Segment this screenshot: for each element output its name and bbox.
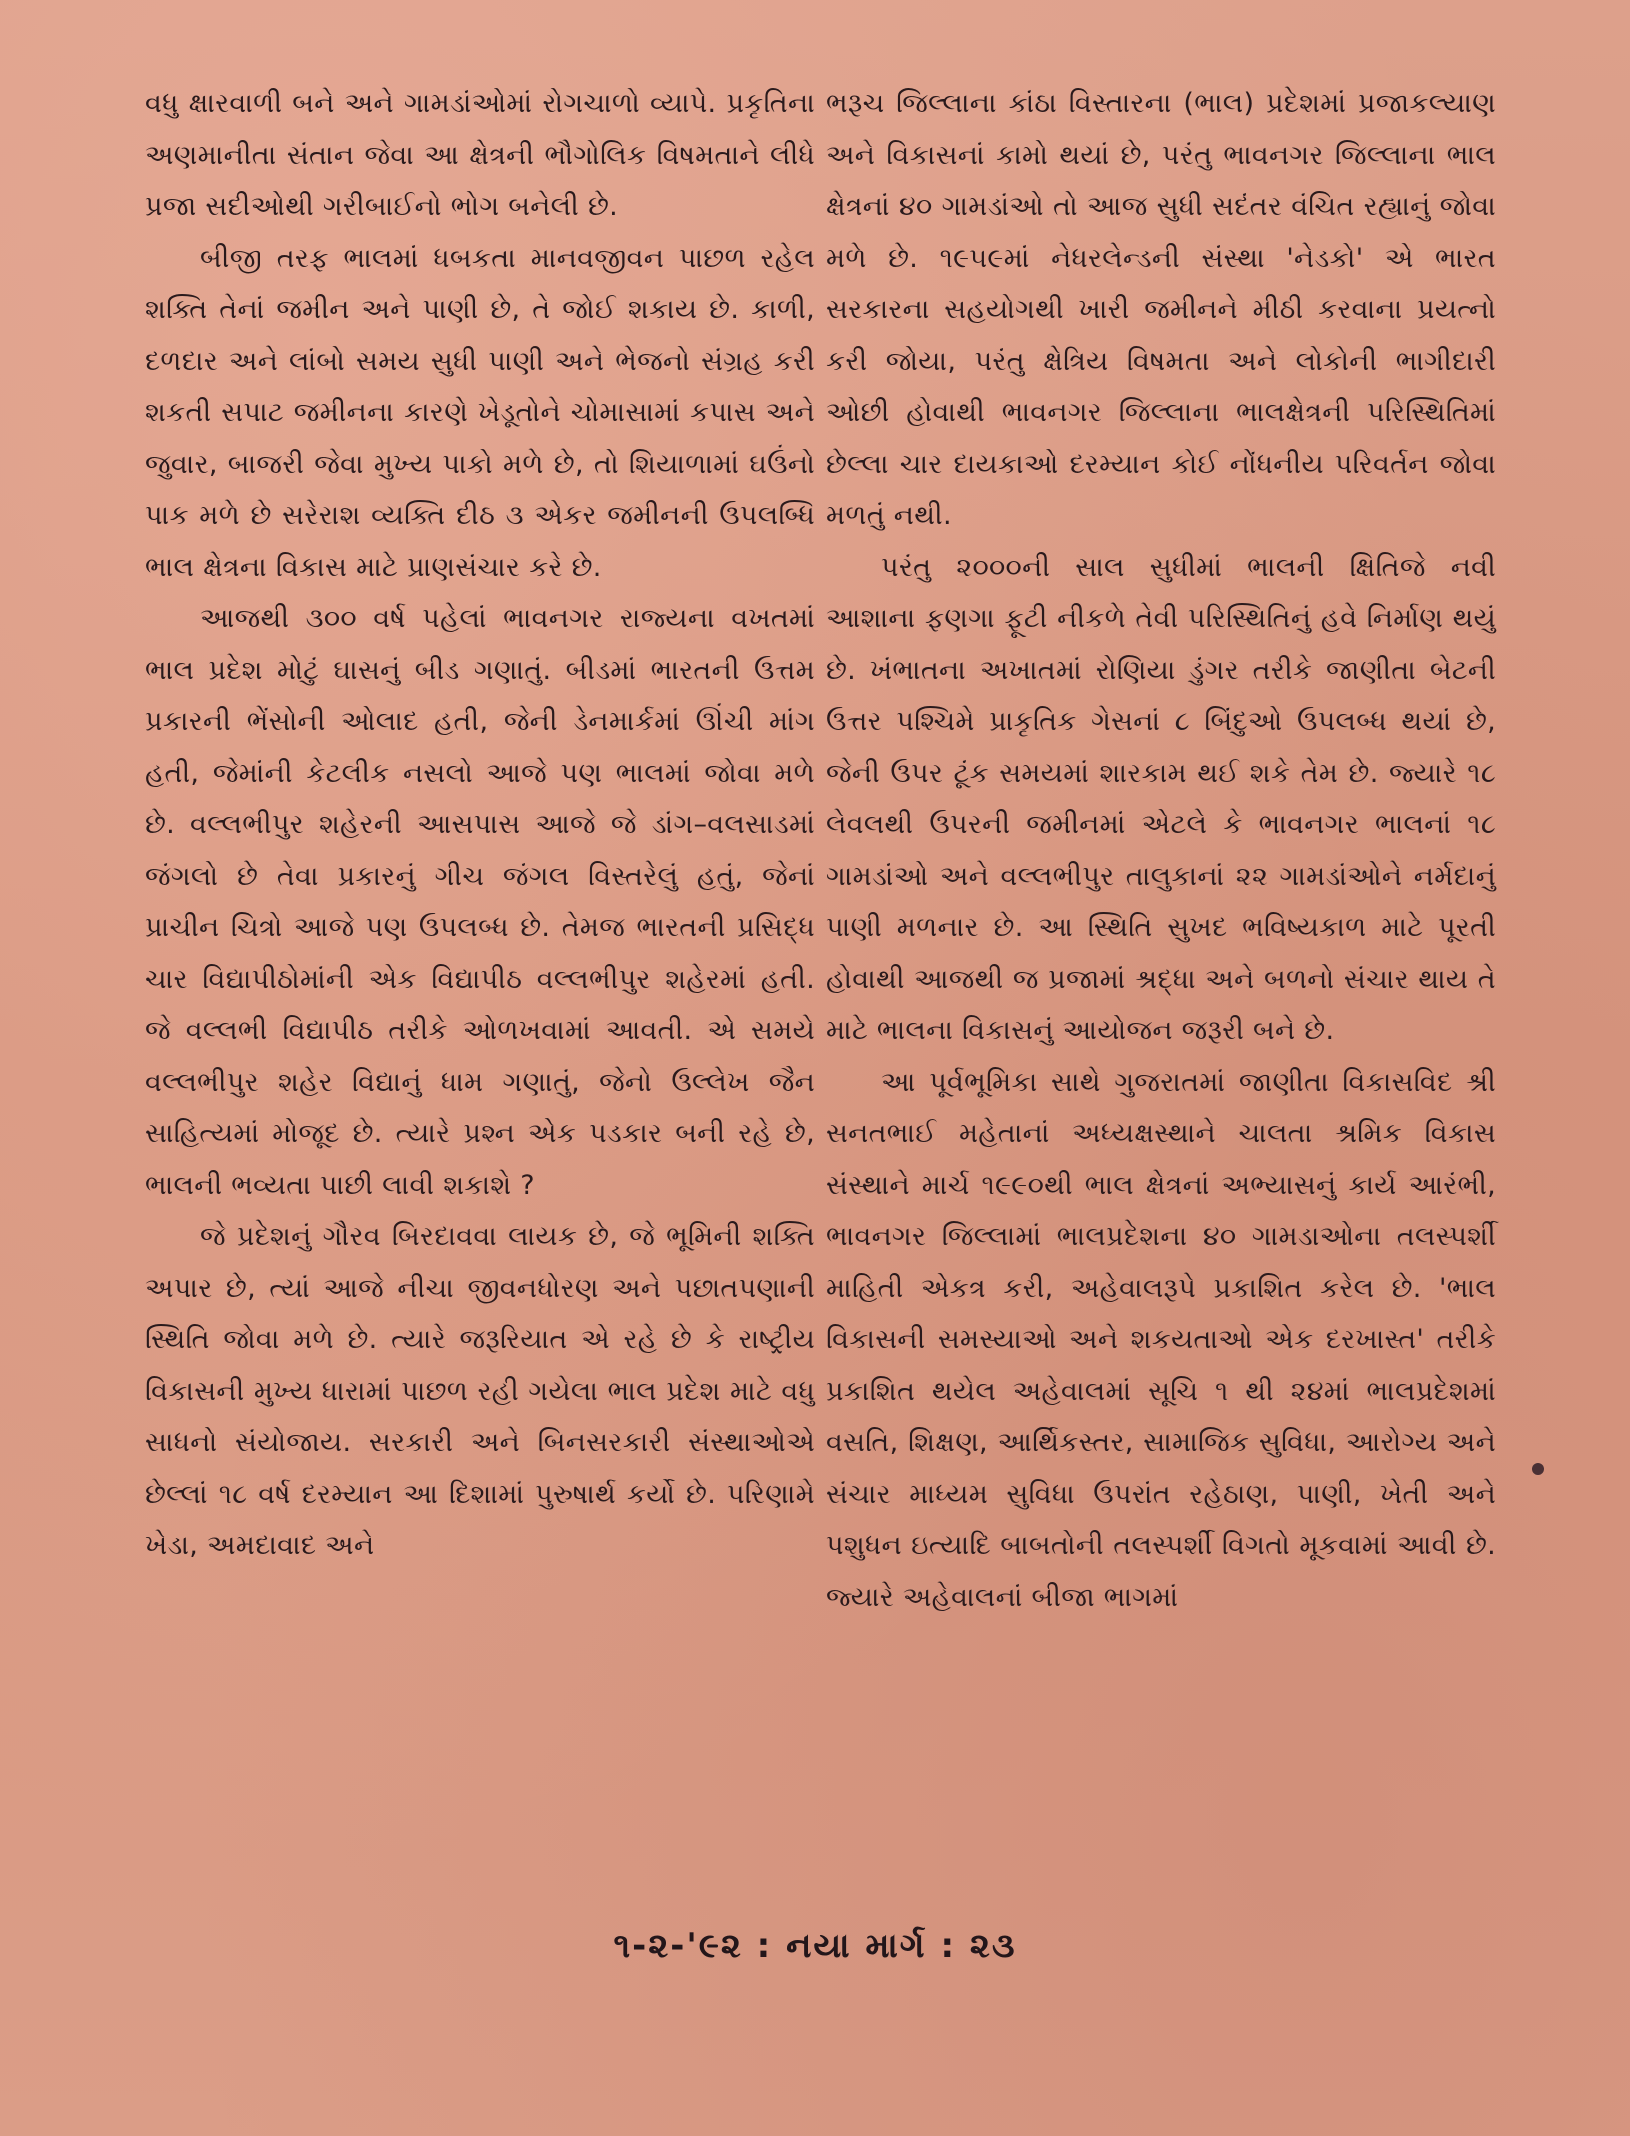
page-footer: ૧-૨-'૯૨ : નયા માર્ગ : ૨૩ — [613, 1926, 1017, 1966]
paragraph: ભરૂચ જિલ્લાના કાંઠા વિસ્તારના (ભાલ) પ્રદેશમાં પ્રજાકલ્યાણ અને વિકાસનાં કામો થયાં છે, પરંતુ ભાવનગર જિલ્લાના ભાલ ક્ષેત્રનાં ૪૦ ગામડાંઓ તો આજ સુધી સદંતર વંચિત રહ્યાનું જોવા મળે છે. ૧૯૫૯માં નેધરલેન્ડની સંસ્થા 'નેડકો' એ ભારત સરકારના સહયોગથી ખારી જમીનને મીઠી કરવાના પ્રયત્નો કરી જોયા, પરંતુ ક્ષેત્રિય વિષમતા અને લોકોની ભાગીદારી ઓછી હોવાથી ભાવનગર જિલ્લાના ભાલક્ષેત્રની પરિસ્થિતિમાં છેલ્લા ચાર દાયકાઓ દરમ્યાન કોઈ નોંધનીય પરિવર્તન જોવા મળતું નથી. — [826, 88, 1496, 531]
paragraph: બીજી તરફ ભાલમાં ધબકતા માનવજીવન પાછળ રહેલ શક્તિ તેનાં જમીન અને પાણી છે, તે જોઈ શકાય છે. કાળી, દળદાર અને લાંબો સમય સુધી પાણી અને ભેજનો સંગ્રહ કરી શકતી સપાટ જમીનના કારણે ખેડૂતોને ચોમાસામાં કપાસ અને જુવાર, બાજરી જેવા મુખ્ય પાકો મળે છે, તો શિયાળામાં ઘઉંનો પાક મળે છે સરેરાશ વ્યક્તિ દીઠ ૩ એકર જમીનની ઉપલબ્ધિ ભાલ ક્ષેત્રના વિકાસ માટે પ્રાણસંચાર કરે છે. — [145, 242, 815, 583]
paragraph: જે પ્રદેશનું ગૌરવ બિરદાવવા લાયક છે, જે ભૂમિની શક્તિ અપાર છે, ત્યાં આજે નીચા જીવનધોરણ અને પછાતપણાની સ્થિતિ જોવા મળે છે. ત્યારે જરૂરિયાત એ રહે છે કે રાષ્ટ્રીય વિકાસની મુખ્ય ધારામાં પાછળ રહી ગયેલા ભાલ પ્રદેશ માટે વધુ સાધનો સંયોજાય. સરકારી અને બિનસરકારી સંસ્થાઓએ છેલ્લાં ૧૮ વર્ષ દરમ્યાન આ દિશામાં પુરુષાર્થ કર્યો છે. પરિણામે ખેડા, અમદાવાદ અને — [145, 1221, 815, 1561]
right-column — [826, 78, 1496, 1623]
ink-dot — [1532, 1463, 1544, 1475]
paragraph: આ પૂર્વભૂમિકા સાથે ગુજરાતમાં જાણીતા વિકાસવિદ શ્રી સનતભાઈ મહેતાનાં અધ્યક્ષસ્થાને ચાલતા શ્રમિક વિકાસ સંસ્થાને માર્ચ ૧૯૯૦થી ભાલ ક્ષેત્રનાં અભ્યાસનું કાર્ય આરંભી, ભાવનગર જિલ્લામાં ભાલપ્રદેશના ૪૦ ગામડાઓના તલસ્પર્શી માહિતી એકત્ર કરી, અહેવાલરૂપે પ્રકાશિત કરેલ છે. 'ભાલ વિકાસની સમસ્યાઓ અને શકયતાઓ એક દરખાસ્ત' તરીકે પ્રકાશિત થયેલ અહેવાલમાં સૂચિ ૧ થી ૨૪માં ભાલપ્રદેશમાં વસતિ, શિક્ષણ, આર્થિકસ્તર, સામાજિક સુવિધા, આરોગ્ય અને સંચાર માધ્યમ સુવિધા ઉપરાંત રહેઠાણ, પાણી, ખેતી અને પશુધન ઇત્યાદિ બાબતોની તલસ્પર્શી વિગતો મૂકવામાં આવી છે. જ્યારે અહેવાલનાં બીજા ભાગમાં — [826, 1066, 1496, 1613]
paragraph: આજથી ૩૦૦ વર્ષ પહેલાં ભાવનગર રાજ્યના વખતમાં ભાલ પ્રદેશ મોટું ઘાસનું બીડ ગણાતું. બીડમાં ભારતની ઉત્તમ પ્રકારની ભેંસોની ઓલાદ હતી, જેની ડેનમાર્કમાં ઊંચી માંગ હતી, જેમાંની કેટલીક નસલો આજે પણ ભાલમાં જોવા મળે છે. વલ્લભીપુર શહેરની આસપાસ આજે જે ડાંગ–વલસાડમાં જંગલો છે તેવા પ્રકારનું ગીચ જંગલ વિસ્તરેલું હતું, જેનાં પ્રાચીન ચિત્રો આજે પણ ઉપલબ્ધ છે. તેમજ ભારતની પ્રસિદ્ધ ચાર વિદ્યાપીઠોમાંની એક વિદ્યાપીઠ વલ્લભીપુર શહેરમાં હતી. જે વલ્લભી વિદ્યાપીઠ તરીકે ઓળખવામાં આવતી. એ સમયે વલ્લભીપુર શહેર વિદ્યાનું ધામ ગણાતું, જેનો ઉલ્લેખ જૈન સાહિત્યમાં મોજૂદ છે. ત્યારે પ્રશ્ન એક પડકાર બની રહે છે, ભાલની ભવ્યતા પાછી લાવી શકાશે ? — [145, 603, 815, 1201]
paragraph: પરંતુ ૨૦૦૦ની સાલ સુધીમાં ભાલની ક્ષિતિજે નવી આશાના ફણગા ફૂટી નીકળે તેવી પરિસ્થિતિનું હવે નિર્માણ થયું છે. ખંભાતના અખાતમાં રોણિયા ડુંગર તરીકે જાણીતા બેટની ઉત્તર પશ્ચિમે પ્રાકૃતિક ગેસનાં ૮ બિંદુઓ ઉપલબ્ધ થયાં છે, જેની ઉપર ટૂંક સમયમાં શારકામ થઈ શકે તેમ છે. જ્યારે ૧૮ લેવલથી ઉપરની જમીનમાં એટલે કે ભાવનગર ભાલનાં ૧૮ ગામડાંઓ અને વલ્લભીપુર તાલુકાનાં ૨૨ ગામડાંઓને નર્મદાનું પાણી મળનાર છે. આ સ્થિતિ સુખદ ભવિષ્યકાળ માટે પૂરતી હોવાથી આજથી જ પ્રજામાં શ્રદ્ધા અને બળનો સંચાર થાય તે માટે ભાલના વિકાસનું આયોજન જરૂરી બને છે. — [826, 551, 1496, 1046]
paragraph: વધુ ક્ષારવાળી બને અને ગામડાંઓમાં રોગચાળો વ્યાપે. પ્રકૃતિના અણમાનીતા સંતાન જેવા આ ક્ષેત્રની ભૌગોલિક વિષમતાને લીધે પ્રજા સદીઓથી ગરીબાઈનો ભોગ બનેલી છે. — [145, 88, 815, 222]
left-column — [145, 78, 815, 1572]
